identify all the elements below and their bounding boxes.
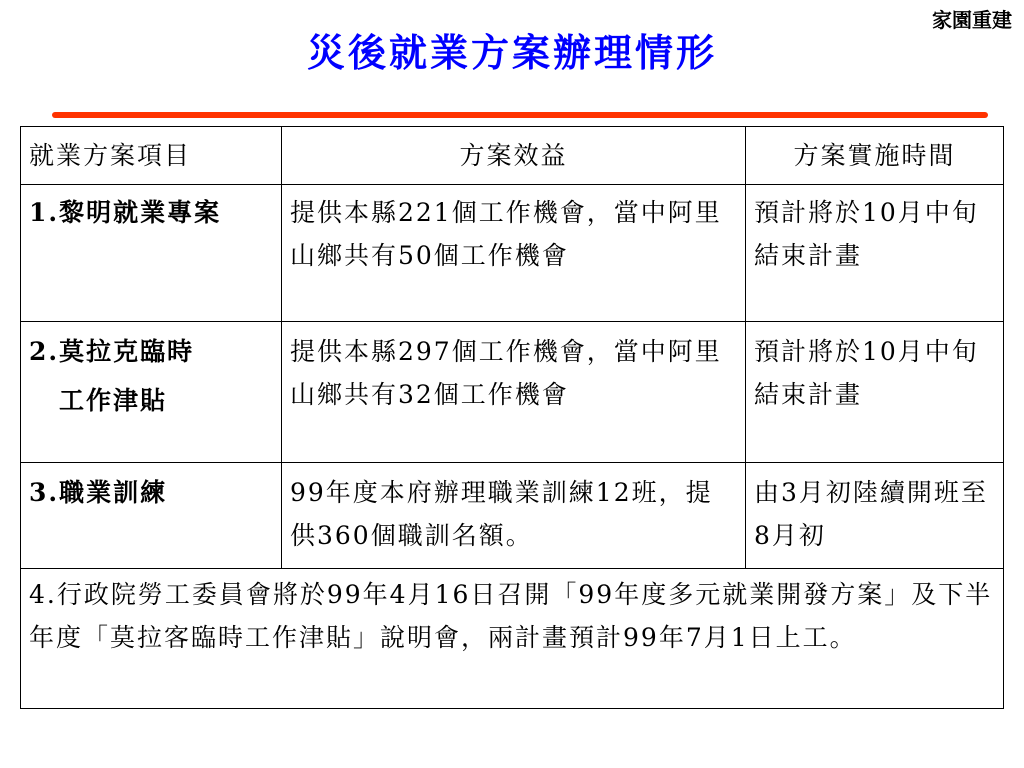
table-row xyxy=(21,463,1004,569)
row-label: 黎明就業專案 xyxy=(59,198,222,227)
table-row xyxy=(21,322,1004,463)
row-label-continued: 工作津貼 xyxy=(59,386,168,415)
row-label: 職業訓練 xyxy=(59,478,168,507)
schedule-cell: 預計將於10月中旬結束計畫 xyxy=(746,185,1004,322)
row-label-cell xyxy=(21,185,282,322)
row-label-cell xyxy=(21,463,282,569)
column-header-schedule: 方案實施時間 xyxy=(746,127,1004,185)
benefit-cell: 提供本縣221個工作機會，當中阿里山鄉共有50個工作機會 xyxy=(282,185,746,322)
slide-title: 災後就業方案辦理情形 xyxy=(306,30,717,75)
row-number: 1. xyxy=(29,198,60,227)
row-label-cell xyxy=(21,322,282,463)
row-number: 3. xyxy=(29,478,60,507)
table-row xyxy=(21,185,1004,322)
row-label: 莫拉克臨時 xyxy=(59,337,195,366)
benefit-cell: 提供本縣297個工作機會，當中阿里山鄉共有32個工作機會 xyxy=(282,322,746,463)
employment-table xyxy=(20,126,1004,709)
column-header-item: 就業方案項目 xyxy=(21,127,282,185)
title-divider xyxy=(52,112,988,118)
schedule-cell: 由3月初陸續開班至8月初 xyxy=(746,463,1004,569)
row-label-line xyxy=(29,330,273,373)
schedule-cell: 預計將於10月中旬結束計畫 xyxy=(746,322,1004,463)
benefit-cell: 99年度本府辦理職業訓練12班，提供360個職訓名額。 xyxy=(282,463,746,569)
note-cell: 4.行政院勞工委員會將於99年4月16日召開「99年度多元就業開發方案」及下半年度「莫拉客臨時工作津貼」說明會，兩計畫預計99年7月1日上工。 xyxy=(21,569,1004,709)
note-row xyxy=(21,569,1004,709)
row-number: 2. xyxy=(29,337,60,366)
column-header-benefit: 方案效益 xyxy=(282,127,746,185)
corner-tag: 家園重建 xyxy=(932,8,1012,32)
table-header-row xyxy=(21,127,1004,185)
